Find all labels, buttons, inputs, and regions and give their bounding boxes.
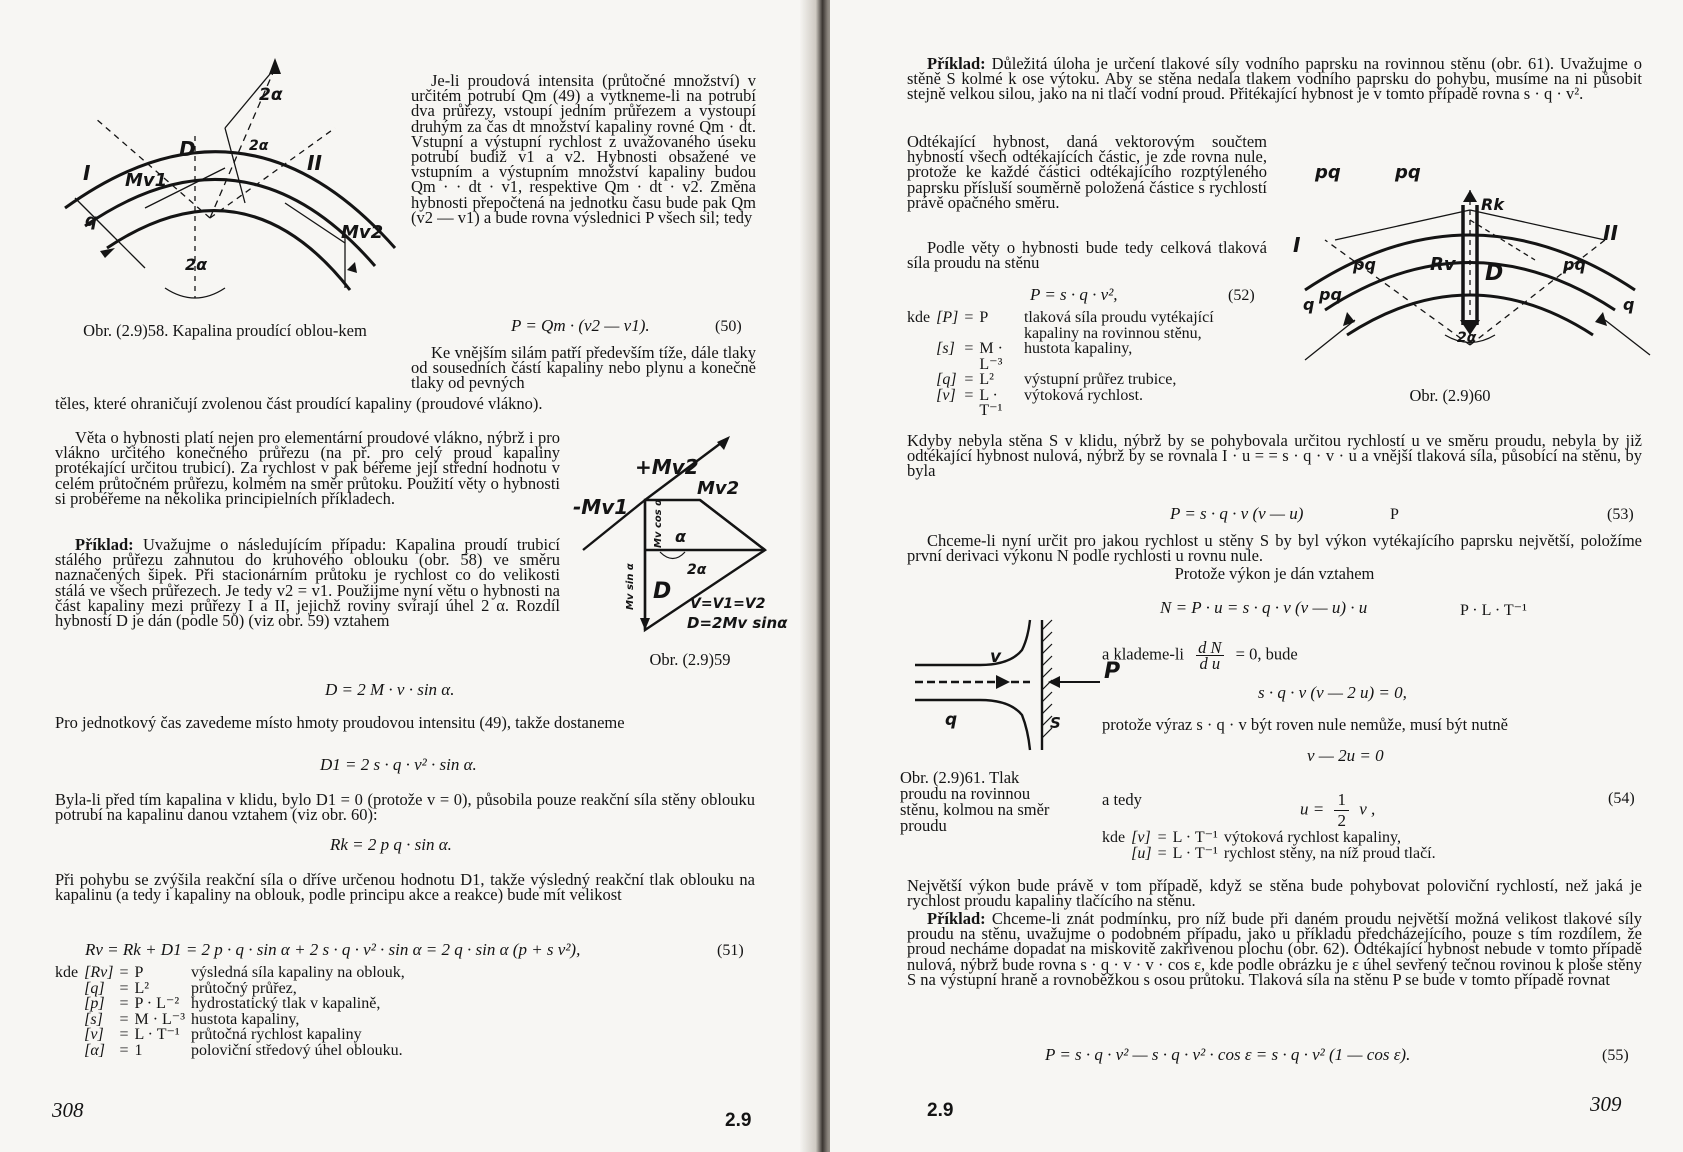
paragraph-max-power: Chceme-li nyní určit pro jakou rychlost u stěny S by byl výkon vytékajícího paprsku největší, položíme první derivaci výkonu N podle rychlosti u rovnu nule. xyxy=(907,531,1642,566)
definition-pre xyxy=(1102,846,1131,862)
definition-sym: [v] xyxy=(1131,829,1151,846)
figure-58 xyxy=(45,58,415,328)
definition-pre xyxy=(55,1012,84,1028)
definition-sym: [s] xyxy=(936,340,955,357)
fig61-label-q: q xyxy=(945,710,958,730)
definition-unit: M · L⁻³ xyxy=(979,340,1003,373)
fig61-label-v: v xyxy=(990,647,1002,667)
definition-row xyxy=(55,965,411,981)
definition-unit: L · T⁻¹ xyxy=(1172,829,1218,846)
example-text: Uvažujme o následujícím případu: Kapalina proudí trubicí stálého průřezu zahnutou do kruhového oblouku (obr. 58) ve směru naznačených šipek. Při stacionárním průtoku je rychlost co do velikosti stálá ve všech průřezech. Je tedy v2 = v1. Použijme nyní větu o hybnosti na část kapaliny mezi průřezy I a II, jejichž roviny svírají úhel 2 α. Rozdíl hybností D je dán (podle 50) (viz obr. 59) vztahem xyxy=(55,535,561,631)
derivative-fraction xyxy=(1196,638,1223,674)
paragraph-external-forces-cont: těles, které ohraničují zvolenou část proudící kapaliny (proudové vlákno). xyxy=(55,394,543,413)
definition-desc: rychlost stěny, na níž proud tlačí. xyxy=(1223,844,1436,862)
paragraph-unit-time: Pro jednotkový čas zavedeme místo hmoty proudovou intensitu (49), takže dostaneme xyxy=(55,713,625,732)
fig59-label-alpha: α xyxy=(675,527,686,546)
paragraph-momentum-theorem: Věta o hybnosti platí nejen pro elementární proudové vlákno, nýbrž i pro vlákno určitého konečného průřezu (na př. pro celý proud kapaliny protékající určitou trubicí). Za rychlost v pak béřeme její střední hodnotu v celém průtočném průřezu, kolmém na směr průtoku. Použití věty o hybnosti si probéřeme na několika principielních příkladech. xyxy=(55,428,560,508)
equation-53-number: (53) xyxy=(1607,506,1634,523)
then-label: a tedy xyxy=(1102,790,1142,809)
definition-pre xyxy=(907,341,936,372)
definition-unit: M · L⁻³ xyxy=(134,1010,186,1028)
section-marker-left: 2.9 xyxy=(725,1110,752,1131)
equation-55-number: (55) xyxy=(1602,1047,1629,1064)
definition-desc: průtočný průřez, xyxy=(191,979,297,997)
figure-59 xyxy=(575,430,805,640)
equation-54-lhs: u = xyxy=(1300,799,1325,819)
fig59-note-D: D=2Mv sinα xyxy=(687,614,788,632)
definition-unit: 1 xyxy=(134,1041,143,1059)
equation-54 xyxy=(1300,790,1375,831)
definition-desc: průtočná rychlost kapaliny xyxy=(191,1026,362,1043)
definition-pre xyxy=(55,981,84,997)
equation-N-unit: P · L · T⁻¹ xyxy=(1460,602,1527,619)
equation-52: P = s · q · v², xyxy=(1030,285,1118,304)
fig58-label-2alpha-bottom: 2α xyxy=(185,255,208,274)
fig60-label-2alpha: 2α xyxy=(1457,330,1477,346)
definition-pre xyxy=(55,1027,84,1043)
equation-Rk: Rk = 2 p q · sin α. xyxy=(330,835,452,854)
example-cup-label: Příklad: xyxy=(927,909,986,928)
equation-derivative-result: s · q · v (v — 2 u) = 0, xyxy=(1258,683,1407,702)
derivative-suffix: = 0, bude xyxy=(1235,644,1298,664)
fig60-label-Rk: Rk xyxy=(1481,195,1504,214)
derivative-denominator: d u xyxy=(1199,654,1221,674)
definition-desc: hydrostatický tlak v kapalině, xyxy=(191,995,381,1012)
equation-53: P = s · q · v (v — u) xyxy=(1170,504,1304,523)
equation-51-number: (51) xyxy=(717,942,744,959)
fig58-label-q: q xyxy=(85,211,98,231)
definition-row xyxy=(907,310,1267,341)
definition-unit: L² xyxy=(979,371,994,388)
paragraph-because: protože výraz s · q · v být roven nule nemůže, musí být nutně xyxy=(1102,715,1508,734)
fig60-label-pq-left: pq xyxy=(1353,255,1376,274)
definition-row xyxy=(55,996,411,1012)
equation-D1: D1 = 2 s · q · v² · sin α. xyxy=(320,755,477,774)
definition-pre: kde xyxy=(1102,829,1126,846)
definition-row xyxy=(1102,846,1442,862)
equation-55: P = s · q · v² — s · q · v² · cos ε = s · q · v² (1 — cos ε). xyxy=(1045,1045,1411,1064)
fig58-label-Mv2: Mv2 xyxy=(341,222,384,243)
fig60-label-D: D xyxy=(1485,261,1504,286)
definition-eq: = xyxy=(119,1010,129,1028)
fig60-label-pq-right: pq xyxy=(1563,255,1586,274)
definition-sym: [α] xyxy=(84,1041,105,1059)
definition-eq: = xyxy=(964,371,974,388)
definition-pre xyxy=(907,388,936,419)
definition-desc: výtoková rychlost. xyxy=(1023,386,1144,404)
paragraph-power-defined: Protože výkon je dán vztahem xyxy=(1174,564,1375,583)
fig58-label-Mv1: Mv1 xyxy=(125,170,168,191)
fig59-label-mv2: Mv2 xyxy=(697,478,740,499)
definition-eq: = xyxy=(964,386,974,404)
fig60-label-pq-top-right: pq xyxy=(1395,162,1421,183)
paragraph-flow-intensity: Je-li proudová intensita (průtočné množství) v určitém potrubí Qm (49) a vytkneme-li na potrubí dva průřezy, vstoupí jedním průřezem a vystoupí druhým za čas dt množství kapaliny rovné Qm · dt. Vstupní a výstupní rychlost z uvažovaného úseku potrubí budiž v1 a v2. Hybnosti obsažené ve vstupním a výstupním množství kapaliny budou Qm · · dt · v1, respektive Qm · dt · v2. Změna hybnosti přepočtená na jednotku času bude pak Qm (v2 — v1) a bude rovna výslednici P všech sil; tedy xyxy=(411,71,756,227)
fig59-label-minus-mv1: -Mv1 xyxy=(573,495,629,519)
definition-sym: [v] xyxy=(936,386,956,404)
equation-53-unit: P xyxy=(1390,506,1399,523)
example-cup-text: Chceme-li znát podmínku, pro níž bude při daném proudu největší možná velikost tlakové síly proudu na stěnu, uvažujme o podobném případu, jako u příkladu předcházejícího, pouze s tím rozdílem, že proud necháme dopadat na miskovitě zakřivenou plochu (obr. 62). Odtékající hybnost nebude v tomto případě nulová, nýbrž bude rovna s · q · v · v · cos ε, kde podle obrázku je ε úhel sevřený tečnou rovinou k ploše stěny S na výstupní hraně a rovnoběžkou s osou průtoku. Tlaková síla na stěnu P se bude v tomto případě rovnat xyxy=(907,909,1643,989)
definition-row xyxy=(55,1027,411,1043)
definition-pre xyxy=(55,996,84,1012)
fig60-label-q-left: q xyxy=(1303,295,1315,314)
fig58-label-2alpha-mid: 2α xyxy=(249,138,269,154)
paragraph-external-forces: Ke vnějším silám patří především tíže, dále tlaky od sousedních částí kapaliny nebo plynu a konečně tlaky od pevných xyxy=(411,343,756,393)
figure-59-caption: Obr. (2.9)59 xyxy=(649,650,731,669)
paragraph-example-jet xyxy=(907,56,1642,102)
definition-desc: výtoková rychlost kapaliny, xyxy=(1223,829,1401,846)
paragraph-example-cup xyxy=(907,911,1642,987)
equation-D: D = 2 M · v · sin α. xyxy=(325,680,455,699)
definition-sym: [q] xyxy=(936,371,957,388)
definition-desc: hustota kapaliny, xyxy=(191,1010,300,1028)
definition-desc: výstupní průřez trubice, xyxy=(1023,371,1177,388)
definition-pre: kde xyxy=(55,964,79,981)
fig60-label-pq-top-left: pq xyxy=(1315,162,1341,183)
fig61-label-S: S xyxy=(1050,714,1061,732)
definition-eq: = xyxy=(119,1026,129,1043)
figure-60-caption: Obr. (2.9)60 xyxy=(1409,386,1491,405)
paragraph-moving-wall: Kdyby nebyla stěna S v klidu, nýbrž by se pohybovala určitou rychlostí u ve směru proudu, nebyla by již odtékající hybnost nulová, nýbrž by se rovnala I · u = = s · q · v · u a vnější tlaková síla, působící na stěnu, by byla xyxy=(907,431,1642,481)
example-jet-label: Příklad: xyxy=(927,54,986,73)
equation-54-rhs: v , xyxy=(1359,799,1376,819)
example-label: Příklad: xyxy=(75,535,134,554)
page-309 xyxy=(830,0,1683,1152)
definition-eq: = xyxy=(119,995,129,1012)
equation-54-fraction-den: 2 xyxy=(1337,811,1346,830)
definition-sym: [P] xyxy=(936,309,959,326)
definition-sym: [v] xyxy=(84,1026,104,1043)
paragraph-example-bend xyxy=(55,535,561,631)
definition-eq: = xyxy=(119,979,129,997)
example-jet-text: Důležitá úloha je určení tlakové síly vodního paprsku na rovinnou stěnu (obr. 61). Uvažujme o stěně S kolmé k ose výtoku. Aby se stěna nedala tlakem vodního paprsku do pohybu, musíme na ni působit stejně velkou silou, jako na ni tlačí vodní proud. Přitékající hybnost je v tomto případě rovna s · q · v². xyxy=(907,54,1642,104)
definition-sym: [u] xyxy=(1131,844,1152,862)
figure-58-caption: Obr. (2.9)58. Kapalina proudící oblou-kem xyxy=(83,321,367,340)
definition-row xyxy=(55,981,411,997)
fig59-note-velocity: V=V1=V2 xyxy=(690,596,766,612)
paragraph-rest-state: Byla-li před tím kapalina v klidu, bylo D1 = 0 (protože v = 0), působila pouze reakční síla stěny oblouku potrubí na kapalinu danou vztahem (viz obr. 60): xyxy=(55,790,755,825)
definition-row xyxy=(1102,830,1442,846)
definition-unit: P xyxy=(134,964,144,981)
fig60-label-pq-bottom-left: pq xyxy=(1319,285,1342,304)
fig60-label-I: I xyxy=(1293,233,1301,257)
fig59-label-mv-sin: Mv sin α xyxy=(625,563,636,610)
definition-pre xyxy=(55,1043,84,1059)
section-marker-right: 2.9 xyxy=(927,1100,954,1121)
definitions-table-52 xyxy=(907,310,1267,419)
fig59-label-mv-cos: Mv cos α xyxy=(653,498,664,548)
definition-pre xyxy=(907,372,936,388)
paragraph-motion: Při pohybu se zvýšila reakční síla o dříve určenou hodnotu D1, takže výsledný reakční tlak oblouku na kapalinu (a tedy i kapaliny na oblouk, podle principu akce a reakce) bude mít velikost xyxy=(55,870,755,905)
derivative-statement xyxy=(1102,638,1662,674)
fig59-label-plus-mv2: +Mv2 xyxy=(635,455,699,479)
definitions-table-51 xyxy=(55,965,411,1058)
definition-unit: P · L⁻² xyxy=(134,995,180,1012)
definition-sym: [s] xyxy=(84,1010,103,1028)
figure-61 xyxy=(910,620,1130,760)
definition-unit: L² xyxy=(134,979,150,997)
equation-50-number: (50) xyxy=(715,318,742,335)
fig58-label-D: D xyxy=(179,137,196,161)
equation-54-fraction xyxy=(1334,790,1349,831)
fig60-label-Rv: Rv xyxy=(1430,254,1456,275)
definition-row xyxy=(907,341,1267,372)
page-number-left: 308 xyxy=(52,1098,84,1122)
definition-row xyxy=(55,1012,411,1028)
definition-desc: hustota kapaliny, xyxy=(1023,340,1133,357)
definition-eq: = xyxy=(119,1041,129,1059)
derivative-prefix: a klademe-li xyxy=(1102,644,1185,664)
figure-61-caption: Obr. (2.9)61. Tlak proudu na rovinnou stěnu, kolmou na směr proudu xyxy=(900,768,1050,835)
fig61-label-P: P xyxy=(1104,659,1121,684)
definition-unit: L · T⁻¹ xyxy=(1172,844,1218,862)
fig59-label-D: D xyxy=(653,579,672,604)
definition-desc: tlaková síla proudu vytékající kapaliny na rovinnou stěnu, xyxy=(1023,309,1214,342)
definition-eq: = xyxy=(1157,844,1167,862)
paragraph-total-force: Podle věty o hybnosti bude tedy celková tlaková síla proudu na stěnu xyxy=(907,238,1267,273)
fig58-label-2alpha-top: 2α xyxy=(259,85,283,105)
definition-eq: = xyxy=(119,964,129,981)
definition-sym: [q] xyxy=(84,979,105,997)
definition-desc: poloviční středový úhel oblouku. xyxy=(191,1041,403,1059)
fig58-label-II: II xyxy=(307,151,322,175)
definition-eq: = xyxy=(1157,829,1167,846)
equation-52-number: (52) xyxy=(1228,287,1255,304)
definition-row xyxy=(907,372,1267,388)
equation-50: P = Qm · (v2 — v1). xyxy=(511,316,650,335)
page-number-right: 309 xyxy=(1590,1092,1622,1116)
derivative-numerator: d N xyxy=(1198,638,1222,657)
equation-v-2u: v — 2u = 0 xyxy=(1307,746,1384,765)
definition-sym: [Rv] xyxy=(84,964,114,981)
definition-unit: P xyxy=(979,309,989,326)
definition-row xyxy=(55,1043,411,1059)
definition-desc: výsledná síla kapaliny na oblouk, xyxy=(191,964,405,981)
definition-eq: = xyxy=(964,309,974,326)
definitions-table-54 xyxy=(1102,830,1442,861)
figure-60 xyxy=(1285,160,1665,380)
definition-sym: [p] xyxy=(84,995,105,1012)
paragraph-outflow: Odtékající hybnost, daná vektorovým součtem hybností všech odtékajících částic, je zde rovna nule, protože ke každé částici odtékajícího rozptýleného paprsku přísluší souměrně položená částice s rychlostí právě opačného směru. xyxy=(907,132,1267,212)
paragraph-max-power-result: Největší výkon bude právě v tom případě, když se stěna bude pohybovat poloviční rychlostí, než jaká je rychlost proudu kapaliny tlačícího na stěnu. xyxy=(907,876,1642,911)
equation-54-number: (54) xyxy=(1608,790,1635,807)
page-308 xyxy=(0,0,815,1152)
fig60-label-II: II xyxy=(1603,221,1618,245)
definition-unit: L · T⁻¹ xyxy=(134,1026,180,1043)
definition-unit: L · T⁻¹ xyxy=(979,386,1003,419)
equation-N: N = P · u = s · q · v (v — u) · u xyxy=(1160,598,1368,617)
fig59-label-2alpha: 2α xyxy=(687,562,707,578)
equation-51: Rv = Rk + D1 = 2 p · q · sin α + 2 s · q · v² · sin α = 2 q · sin α (p + s v²), xyxy=(85,940,581,959)
fig58-label-I: I xyxy=(83,161,91,185)
definition-eq: = xyxy=(964,340,974,357)
definition-row xyxy=(907,388,1267,419)
definition-pre: kde xyxy=(907,309,931,326)
fig60-label-q-right: q xyxy=(1623,295,1635,314)
equation-54-fraction-num: 1 xyxy=(1334,790,1349,811)
